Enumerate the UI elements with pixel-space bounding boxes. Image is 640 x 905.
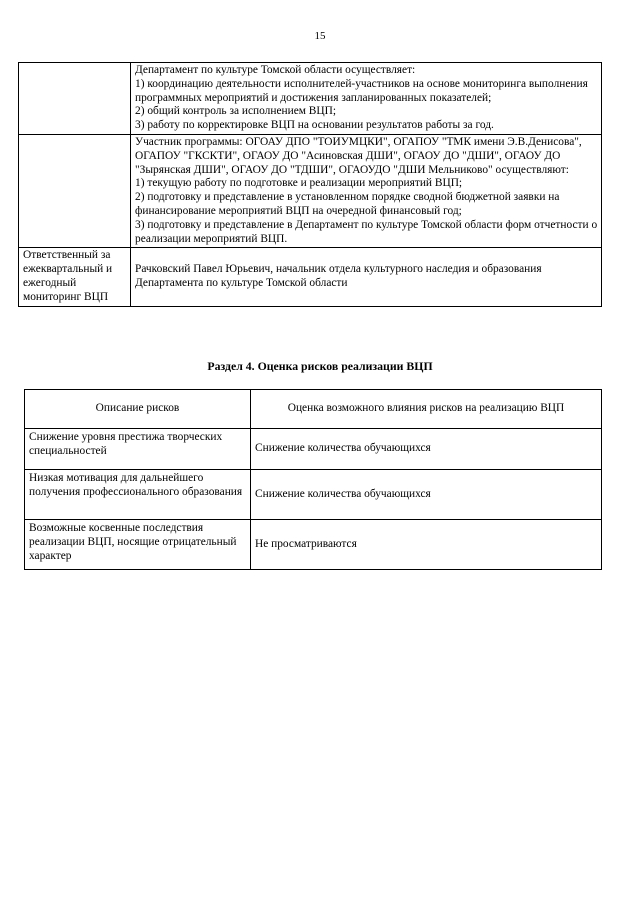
table-cell-text	[131, 134, 602, 247]
text-line: Участник программы: ОГОАУ ДПО "ТОИУМЦКИ", ОГАПОУ "ТМК имени Э.В.Денисова", ОГАПОУ "ГКСКТИ", ОГАОУ ДО "Асиновская ДШИ", ОГАОУ ДО "ДШИ", ОГАОУ ДО "Зырянская ДШИ", ОГАОУ ДО "ТДШИ", ОГАОУДО "ДШИ Мельниково" осуществляют:	[135, 135, 582, 176]
table-row	[25, 520, 602, 570]
impact-cell: Снижение количества обучающихся	[251, 429, 602, 470]
risk-cell: Возможные косвенные последствия реализации ВЦП, носящие отрицательный характер	[25, 520, 251, 570]
table-row	[25, 470, 602, 520]
table-row	[19, 248, 602, 306]
column-header: Описание рисков	[25, 390, 251, 429]
impact-cell: Снижение количества обучающихся	[251, 470, 602, 520]
section-title: Раздел 4. Оценка рисков реализации ВЦП	[207, 359, 433, 373]
responsibility-table	[18, 62, 602, 307]
text-line: Рачковский Павел Юрьевич, начальник отдела культурного наследия и образования Департамента по культуре Томской области	[135, 263, 542, 289]
table-cell-label	[19, 134, 131, 247]
text-line: 2) подготовку и представление в установленном порядке сводной бюджетной заявки на финансирование мероприятий ВЦП на очередной финансовый год;	[135, 191, 560, 217]
table-cell-text	[131, 63, 602, 135]
table-cell-label	[19, 63, 131, 135]
column-header: Оценка возможного влияния рисков на реализацию ВЦП	[251, 390, 602, 429]
text-line: Департамент по культуре Томской области осуществляет:	[135, 64, 416, 76]
risk-cell: Снижение уровня престижа творческих специальностей	[25, 429, 251, 470]
risk-cell: Низкая мотивация для дальнейшего получения профессионального образования	[25, 470, 251, 520]
page-number: 15	[314, 30, 326, 42]
impact-cell: Не просматриваются	[251, 520, 602, 570]
table-row	[25, 429, 602, 470]
table-cell-text	[131, 248, 602, 306]
table-header-row	[25, 390, 602, 429]
text-line: 1) координацию деятельности исполнителей-участников на основе мониторинга выполнения программных мероприятий и достижения запланированных показателей;	[135, 77, 588, 104]
text-line: 2) общий контроль за исполнением ВЦП;	[135, 105, 337, 118]
table-row	[19, 134, 602, 247]
table-row	[19, 63, 602, 135]
text-line: 3) подготовку и представление в Департамент по культуре Томской области форм отчетности о реализации мероприятий ВЦП.	[135, 218, 598, 245]
text-line: 3) работу по корректировке ВЦП на основании результатов работы за год.	[135, 119, 494, 132]
table-cell-label: Ответственный за ежеквартальный и ежегодный мониторинг ВЦП	[19, 248, 131, 306]
text-line: 1) текущую работу по подготовке и реализации мероприятий ВЦП;	[135, 177, 463, 190]
risk-table	[24, 389, 602, 570]
